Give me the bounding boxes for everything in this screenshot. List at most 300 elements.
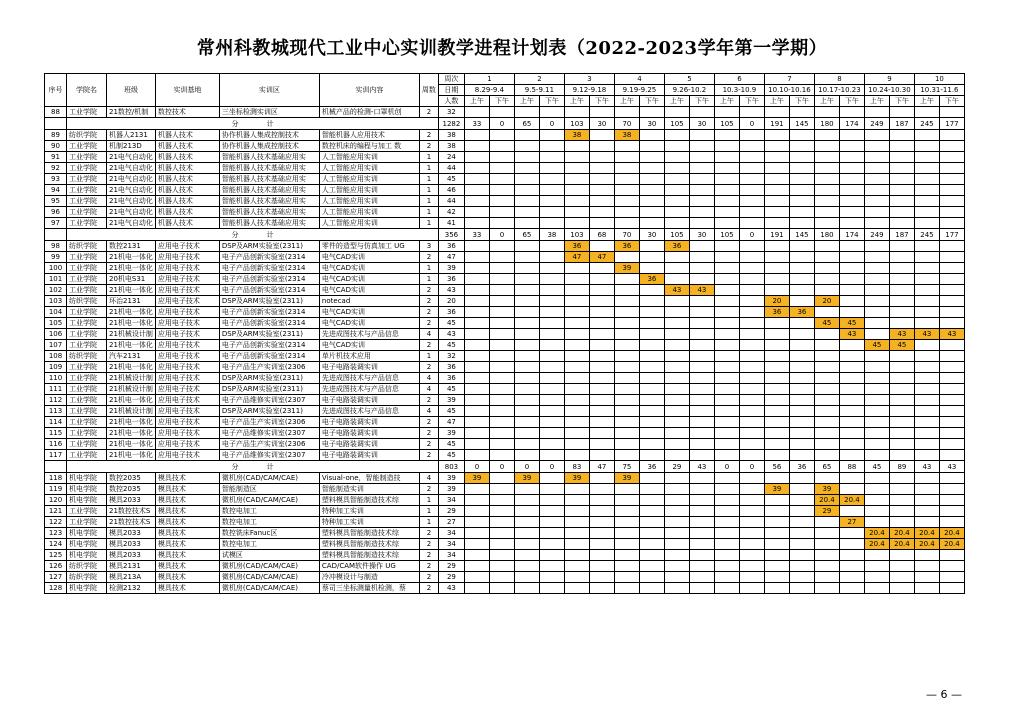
subtotal-label: 分 计 (67, 229, 439, 241)
schedule-cell (489, 528, 514, 539)
schedule-cell (739, 130, 764, 141)
schedule-cell (714, 439, 739, 450)
row-seq: 116 (45, 439, 67, 450)
schedule-cell (939, 241, 964, 252)
row-class: 21数控技术S (107, 517, 156, 528)
schedule-cell (664, 450, 689, 461)
schedule-cell (489, 274, 514, 285)
schedule-cell (764, 450, 789, 461)
schedule-table (44, 73, 965, 594)
schedule-cell (864, 241, 889, 252)
header-am: 上午 (564, 96, 589, 107)
schedule-cell (839, 351, 864, 362)
schedule-cell (914, 439, 939, 450)
schedule-cell (564, 274, 589, 285)
schedule-cell (889, 362, 914, 373)
schedule-cell (739, 252, 764, 263)
schedule-cell (589, 141, 614, 152)
row-base: 应用电子技术 (155, 241, 219, 252)
row-base: 应用电子技术 (155, 373, 219, 384)
subtotal-cell: 103 (564, 118, 589, 130)
schedule-cell (714, 196, 739, 207)
schedule-cell (489, 318, 514, 329)
schedule-cell (764, 572, 789, 583)
schedule-cell (789, 351, 814, 362)
schedule-cell (664, 583, 689, 594)
schedule-cell (514, 550, 539, 561)
schedule-cell (739, 185, 764, 196)
schedule-cell (564, 495, 589, 506)
row-people: 36 (438, 362, 464, 373)
table-row (45, 506, 965, 517)
table-row (45, 395, 965, 406)
schedule-cell (664, 340, 689, 351)
row-area: 微机房(CAD/CAM/CAE) (219, 561, 319, 572)
week-date: 10.24-10.30 (864, 85, 914, 96)
row-people: 45 (438, 450, 464, 461)
schedule-cell (689, 274, 714, 285)
schedule-cell (814, 428, 839, 439)
schedule-cell (864, 550, 889, 561)
schedule-cell (914, 583, 939, 594)
row-base: 机器人技术 (155, 207, 219, 218)
schedule-cell (514, 583, 539, 594)
schedule-cell (814, 362, 839, 373)
schedule-cell: 20.4 (889, 539, 914, 550)
schedule-cell (814, 450, 839, 461)
schedule-cell (639, 296, 664, 307)
schedule-cell (889, 495, 914, 506)
schedule-cell (514, 362, 539, 373)
schedule-cell (764, 495, 789, 506)
table-row (45, 263, 965, 274)
row-people: 45 (438, 384, 464, 395)
schedule-cell (914, 506, 939, 517)
schedule-cell (764, 107, 789, 118)
schedule-cell (489, 152, 514, 163)
row-weeks: 4 (419, 384, 438, 395)
schedule-cell: 45 (839, 318, 864, 329)
schedule-cell (764, 263, 789, 274)
schedule-cell (639, 152, 664, 163)
schedule-cell (564, 296, 589, 307)
schedule-cell (539, 185, 564, 196)
schedule-cell (614, 550, 639, 561)
schedule-cell (589, 395, 614, 406)
week-date: 10.17-10.23 (814, 85, 864, 96)
table-row (45, 417, 965, 428)
schedule-cell (564, 340, 589, 351)
schedule-cell (764, 130, 789, 141)
schedule-cell (564, 362, 589, 373)
schedule-cell (464, 373, 489, 384)
schedule-cell (864, 417, 889, 428)
row-people: 43 (438, 329, 464, 340)
schedule-cell (464, 417, 489, 428)
row-college: 工业学院 (67, 196, 107, 207)
schedule-cell (714, 351, 739, 362)
schedule-cell (539, 362, 564, 373)
schedule-cell (564, 163, 589, 174)
schedule-cell (714, 274, 739, 285)
schedule-cell (539, 506, 564, 517)
row-base: 模具技术 (155, 583, 219, 594)
schedule-cell (864, 373, 889, 384)
subtotal-cell: 0 (739, 118, 764, 130)
schedule-cell (889, 417, 914, 428)
schedule-cell (664, 329, 689, 340)
subtotal-cell: 75 (614, 461, 639, 473)
row-weeks: 2 (419, 428, 438, 439)
row-weeks: 1 (419, 163, 438, 174)
schedule-cell (614, 528, 639, 539)
schedule-cell (464, 495, 489, 506)
schedule-cell: 27 (839, 517, 864, 528)
week-number: 7 (764, 74, 814, 85)
schedule-cell (639, 318, 664, 329)
schedule-cell (714, 185, 739, 196)
schedule-cell (689, 174, 714, 185)
schedule-cell (614, 107, 639, 118)
subtotal-cell: 249 (864, 118, 889, 130)
schedule-cell (489, 550, 514, 561)
schedule-cell (589, 285, 614, 296)
schedule-cell (689, 395, 714, 406)
schedule-cell (589, 263, 614, 274)
schedule-cell: 47 (564, 252, 589, 263)
schedule-cell (614, 296, 639, 307)
table-row (45, 274, 965, 285)
week-number: 9 (864, 74, 914, 85)
row-seq: 93 (45, 174, 67, 185)
schedule-cell (664, 506, 689, 517)
row-people: 20 (438, 296, 464, 307)
row-class: 模具213A (107, 572, 156, 583)
row-content: 电气CAD实训 (319, 252, 419, 263)
week-number: 8 (814, 74, 864, 85)
schedule-cell (714, 329, 739, 340)
schedule-cell (864, 174, 889, 185)
row-class: 21机电一体化 (107, 428, 156, 439)
schedule-cell (514, 174, 539, 185)
subtotal-people: 803 (438, 461, 464, 473)
schedule-cell (514, 417, 539, 428)
schedule-cell (714, 241, 739, 252)
schedule-cell (689, 495, 714, 506)
schedule-cell (664, 495, 689, 506)
schedule-cell (614, 152, 639, 163)
schedule-cell (689, 141, 714, 152)
schedule-cell (839, 274, 864, 285)
row-weeks: 4 (419, 473, 438, 484)
schedule-cell: 20.4 (939, 539, 964, 550)
schedule-cell (714, 340, 739, 351)
schedule-cell: 43 (664, 285, 689, 296)
schedule-cell (764, 218, 789, 229)
row-weeks: 1 (419, 517, 438, 528)
schedule-cell (939, 174, 964, 185)
header-date-label: 日期 (438, 85, 464, 96)
schedule-cell (789, 185, 814, 196)
schedule-cell (514, 506, 539, 517)
row-area: 电子产品创新实验室(2314 (219, 252, 319, 263)
row-weeks: 2 (419, 484, 438, 495)
schedule-cell (614, 329, 639, 340)
header-pm: 下午 (739, 96, 764, 107)
schedule-cell (839, 185, 864, 196)
table-row (45, 141, 965, 152)
row-college: 工业学院 (67, 395, 107, 406)
schedule-cell (789, 285, 814, 296)
schedule-cell (539, 285, 564, 296)
schedule-cell (614, 196, 639, 207)
row-people: 44 (438, 196, 464, 207)
row-seq: 104 (45, 307, 67, 318)
subtotal-cell: 0 (464, 461, 489, 473)
schedule-cell (839, 152, 864, 163)
schedule-cell (664, 395, 689, 406)
schedule-cell (639, 450, 664, 461)
row-college: 工业学院 (67, 163, 107, 174)
schedule-cell (764, 196, 789, 207)
schedule-cell (864, 506, 889, 517)
row-content: 人工智能应用实训 (319, 196, 419, 207)
schedule-cell (664, 196, 689, 207)
row-class: 21电气自动化 (107, 174, 156, 185)
schedule-cell (889, 572, 914, 583)
schedule-cell (714, 406, 739, 417)
schedule-cell (789, 395, 814, 406)
schedule-cell (739, 107, 764, 118)
schedule-cell (589, 428, 614, 439)
schedule-cell (589, 506, 614, 517)
schedule-cell (664, 107, 689, 118)
row-college: 工业学院 (67, 274, 107, 285)
row-area: 数控铣床Fanuc区 (219, 528, 319, 539)
schedule-cell (889, 373, 914, 384)
schedule-cell (589, 362, 614, 373)
schedule-cell (464, 107, 489, 118)
header-weeks: 周数 (419, 74, 438, 107)
schedule-cell (639, 373, 664, 384)
schedule-cell: 45 (864, 340, 889, 351)
schedule-cell: 36 (789, 307, 814, 318)
schedule-cell (864, 583, 889, 594)
table-row (45, 241, 965, 252)
schedule-cell (864, 561, 889, 572)
schedule-cell (614, 561, 639, 572)
schedule-cell (489, 395, 514, 406)
schedule-cell (839, 484, 864, 495)
row-base: 应用电子技术 (155, 285, 219, 296)
schedule-cell (814, 572, 839, 583)
subtotal-cell: 0 (539, 118, 564, 130)
schedule-cell (539, 329, 564, 340)
schedule-cell (764, 373, 789, 384)
row-seq: 101 (45, 274, 67, 285)
schedule-cell (789, 406, 814, 417)
schedule-cell (739, 296, 764, 307)
schedule-cell (689, 318, 714, 329)
schedule-cell (714, 152, 739, 163)
row-weeks: 2 (419, 561, 438, 572)
schedule-cell (689, 329, 714, 340)
schedule-cell (589, 274, 614, 285)
row-seq: 128 (45, 583, 67, 594)
schedule-cell (664, 473, 689, 484)
subtotal-cell: 47 (589, 461, 614, 473)
schedule-cell (589, 107, 614, 118)
schedule-cell (739, 307, 764, 318)
schedule-cell (589, 218, 614, 229)
subtotal-cell: 0 (489, 118, 514, 130)
schedule-cell (789, 506, 814, 517)
row-content: Visual-one，智能制造技 (319, 473, 419, 484)
row-people: 34 (438, 539, 464, 550)
row-area: 微机房(CAD/CAM/CAE) (219, 583, 319, 594)
row-area: 电子产品创新实验室(2314 (219, 307, 319, 318)
schedule-cell (489, 163, 514, 174)
row-weeks: 4 (419, 373, 438, 384)
schedule-cell (764, 473, 789, 484)
schedule-cell (664, 373, 689, 384)
schedule-cell (589, 517, 614, 528)
schedule-cell (464, 152, 489, 163)
week-date: 9.12-9.18 (564, 85, 614, 96)
schedule-cell (839, 207, 864, 218)
row-class: 21机械设计制 (107, 329, 156, 340)
schedule-cell (689, 340, 714, 351)
subtotal-cell: 70 (614, 118, 639, 130)
subtotal-cell: 30 (639, 118, 664, 130)
row-base: 应用电子技术 (155, 274, 219, 285)
schedule-cell (514, 196, 539, 207)
schedule-cell (464, 528, 489, 539)
row-seq: 108 (45, 351, 67, 362)
schedule-cell: 36 (639, 274, 664, 285)
schedule-cell (614, 274, 639, 285)
row-weeks: 2 (419, 450, 438, 461)
schedule-cell (939, 484, 964, 495)
week-number: 5 (664, 74, 714, 85)
header-class: 班级 (107, 74, 156, 107)
row-base: 应用电子技术 (155, 340, 219, 351)
row-base: 机器人技术 (155, 174, 219, 185)
schedule-cell (739, 285, 764, 296)
subtotal-cell: 83 (564, 461, 589, 473)
schedule-cell (739, 506, 764, 517)
schedule-cell (914, 395, 939, 406)
subtotal-cell: 177 (939, 229, 964, 241)
row-people: 38 (438, 141, 464, 152)
schedule-cell (689, 163, 714, 174)
schedule-cell (814, 218, 839, 229)
schedule-cell (864, 395, 889, 406)
schedule-cell (639, 163, 664, 174)
row-weeks: 2 (419, 583, 438, 594)
schedule-cell (639, 384, 664, 395)
schedule-cell (889, 561, 914, 572)
schedule-cell (714, 450, 739, 461)
row-weeks: 2 (419, 417, 438, 428)
schedule-cell (464, 439, 489, 450)
table-row (45, 517, 965, 528)
row-content: 先进成图技术与产品信息 (319, 384, 419, 395)
row-weeks: 2 (419, 296, 438, 307)
subtotal-cell: 105 (664, 229, 689, 241)
schedule-cell (939, 252, 964, 263)
row-content: 智能制造实训 (319, 484, 419, 495)
schedule-cell (889, 185, 914, 196)
schedule-cell (639, 329, 664, 340)
schedule-cell (514, 218, 539, 229)
row-weeks: 2 (419, 307, 438, 318)
schedule-cell (514, 517, 539, 528)
schedule-cell (589, 439, 614, 450)
row-area: 微机房(CAD/CAM/CAE) (219, 495, 319, 506)
row-class: 21数控/机制 (107, 107, 156, 118)
subtotal-cell: 68 (589, 229, 614, 241)
schedule-cell (464, 274, 489, 285)
schedule-cell (739, 274, 764, 285)
schedule-cell (889, 107, 914, 118)
schedule-cell (914, 572, 939, 583)
schedule-cell (739, 473, 764, 484)
schedule-cell (689, 263, 714, 274)
header-row-weeks (45, 74, 965, 85)
row-seq: 122 (45, 517, 67, 528)
schedule-cell (714, 517, 739, 528)
row-people: 39 (438, 484, 464, 495)
schedule-cell (814, 274, 839, 285)
schedule-cell (464, 318, 489, 329)
schedule-cell (814, 329, 839, 340)
subtotal-people: 356 (438, 229, 464, 241)
schedule-cell (939, 130, 964, 141)
schedule-cell (564, 395, 589, 406)
row-content: 电气CAD实训 (319, 340, 419, 351)
row-weeks: 1 (419, 495, 438, 506)
schedule-cell (939, 395, 964, 406)
row-people: 36 (438, 373, 464, 384)
schedule-cell (789, 107, 814, 118)
schedule-cell (489, 196, 514, 207)
schedule-cell (564, 141, 589, 152)
schedule-cell (814, 241, 839, 252)
schedule-cell (589, 484, 614, 495)
schedule-cell (839, 141, 864, 152)
table-row (45, 340, 965, 351)
subtotal-cell: 43 (939, 461, 964, 473)
week-number: 6 (714, 74, 764, 85)
schedule-cell: 39 (814, 484, 839, 495)
schedule-cell (714, 218, 739, 229)
schedule-cell (564, 428, 589, 439)
row-seq: 103 (45, 296, 67, 307)
schedule-cell (814, 340, 839, 351)
subtotal-cell: 105 (664, 118, 689, 130)
schedule-cell (814, 185, 839, 196)
row-content: 电子电路装调实训 (319, 395, 419, 406)
schedule-cell: 38 (614, 130, 639, 141)
row-seq: 118 (45, 473, 67, 484)
row-content: 电子电路装调实训 (319, 428, 419, 439)
schedule-cell (864, 428, 889, 439)
row-seq: 105 (45, 318, 67, 329)
schedule-cell (614, 495, 639, 506)
schedule-cell (539, 495, 564, 506)
schedule-cell (839, 107, 864, 118)
